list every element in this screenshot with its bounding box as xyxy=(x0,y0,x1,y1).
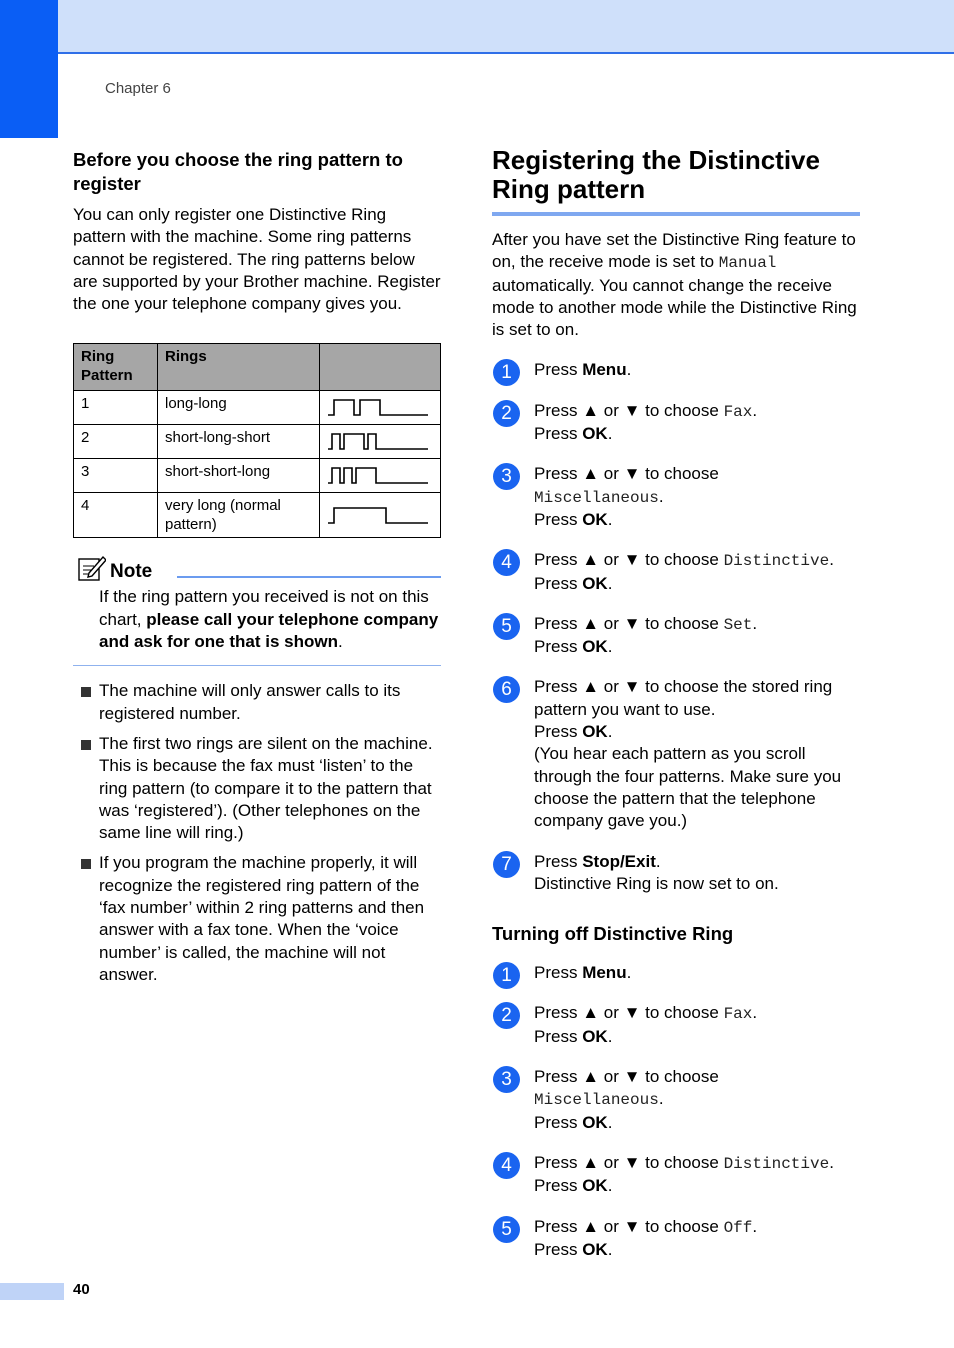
ring-waveform-very-long xyxy=(320,499,440,527)
step-text: Press xyxy=(534,360,583,380)
left-intro: You can only register one Distinctive Ring pattern with the machine. Some ring patterns cannot be registered. The ring patterns below are supported by your Brother machine. Register the one your telephone company gives you. xyxy=(73,205,441,314)
step-text: . xyxy=(655,851,661,871)
step-text: . xyxy=(752,1216,758,1236)
step-text: Press xyxy=(534,1239,583,1259)
menu-key-label: Menu xyxy=(582,360,627,380)
stop-exit-key-label: Stop/Exit xyxy=(582,851,656,871)
step-text: . xyxy=(752,613,758,633)
list-item-text: The machine will only answer calls to its registered number. xyxy=(99,681,401,723)
step-item xyxy=(492,962,860,987)
list-item xyxy=(73,680,441,725)
left-heading: Before you choose the ring pattern to register xyxy=(73,149,403,194)
step-text: . xyxy=(607,1112,613,1132)
table-row xyxy=(74,493,441,538)
rings-label: short-long-short xyxy=(158,425,320,459)
step-text: . xyxy=(626,963,632,983)
step-text: Press xyxy=(534,851,583,871)
list-item-text: The first two rings are silent on the machine. This is because the fax must ‘listen’ to the ring pattern (to compare it to the pattern that was ‘registered’). (Other telephones on the same line will ring.) xyxy=(99,733,433,843)
menu-key-label: Menu xyxy=(582,963,627,983)
step-text: ▲ or ▼ to choose xyxy=(582,1152,724,1172)
step-text: . xyxy=(607,1026,613,1046)
step-item xyxy=(492,400,860,446)
step-text: Press xyxy=(534,509,583,529)
column-header: Ring Pattern xyxy=(74,344,158,391)
ok-key-label: OK xyxy=(582,1112,608,1132)
note-text xyxy=(99,586,441,653)
rings-label: long-long xyxy=(158,391,320,425)
step-text: Press xyxy=(534,573,583,593)
step-text: . xyxy=(607,1176,613,1196)
step-text: . xyxy=(658,1089,664,1109)
step-text: ▲ or ▼ to choose xyxy=(582,613,724,633)
left-column xyxy=(73,148,441,994)
note-text-bold: please call your telephone company and ask for one that is shown xyxy=(99,609,439,652)
square-bullet-icon xyxy=(81,687,91,697)
step-item xyxy=(492,1216,860,1262)
step-text: . xyxy=(658,486,664,506)
bullet-list xyxy=(73,680,441,986)
ring-waveform-cell xyxy=(320,459,441,493)
list-item-text: If you program the machine properly, it will recognize the registered ring pattern of the ‘fax number’ within 2 ring patterns and then answer with a fax tone. When the ‘voice number’ is called, the machine will not answer. xyxy=(99,853,425,984)
step-item xyxy=(492,359,860,384)
step-text: ▲ or ▼ to choose xyxy=(582,1216,724,1236)
step-text: Press xyxy=(534,1026,583,1046)
table-header-row xyxy=(74,344,441,391)
step-number-icon: 5 xyxy=(493,613,520,640)
miscellaneous-menu-value: Miscellaneous xyxy=(534,1091,659,1110)
note-end-divider xyxy=(73,665,441,666)
step-number-icon: 7 xyxy=(493,851,520,878)
step-text: . xyxy=(607,722,613,742)
step-item xyxy=(492,613,860,659)
right-intro xyxy=(492,229,860,341)
column-header xyxy=(320,344,441,391)
step-number-icon: 1 xyxy=(493,962,520,989)
step-text: ▲ or ▼ to choose xyxy=(582,400,724,420)
step-text: Press xyxy=(534,1216,583,1236)
step-text: . xyxy=(607,573,613,593)
step-text: Press xyxy=(534,550,583,570)
note-header xyxy=(73,554,441,584)
step-text: Press xyxy=(534,464,583,484)
chapter-tab xyxy=(0,0,58,138)
intro-text: After you have set the Distinctive Ring feature to on, the receive mode is set to xyxy=(492,230,856,272)
step-number-icon: 5 xyxy=(493,1216,520,1243)
title-underline xyxy=(492,212,860,216)
note-text-part: If the ring pattern you received is not on this chart, xyxy=(99,587,429,629)
step-number-icon: 6 xyxy=(493,676,520,703)
step-text: Press xyxy=(534,400,583,420)
intro-text: automatically. You cannot change the receive mode to another mode while the Distinctive Ring is set to on. xyxy=(492,275,857,340)
pattern-number: 4 xyxy=(74,493,158,538)
column-header: Rings xyxy=(158,344,320,391)
list-item xyxy=(73,733,441,844)
step-text: Press xyxy=(534,722,583,742)
step-number-icon: 4 xyxy=(493,1152,520,1179)
step-text: Distinctive Ring is now set to on. xyxy=(534,873,779,893)
footer-bar xyxy=(0,1283,64,1300)
ok-key-label: OK xyxy=(582,1176,608,1196)
step-text: Press xyxy=(534,637,583,657)
pattern-number: 2 xyxy=(74,425,158,459)
off-menu-value: Off xyxy=(723,1218,753,1237)
step-number-icon: 1 xyxy=(493,359,520,386)
pattern-number: 1 xyxy=(74,391,158,425)
ring-pattern-table xyxy=(73,343,441,538)
ok-key-label: OK xyxy=(582,509,608,529)
fax-menu-value: Fax xyxy=(723,1005,753,1024)
ok-key-label: OK xyxy=(582,424,608,444)
step-text: Press xyxy=(534,677,583,697)
chapter-label: Chapter 6 xyxy=(105,80,171,97)
ring-waveform-short-long-short xyxy=(320,425,440,453)
step-item xyxy=(492,463,860,531)
ok-key-label: OK xyxy=(582,1026,608,1046)
step-text: Press xyxy=(534,1176,583,1196)
table-row xyxy=(74,391,441,425)
step-item xyxy=(492,1002,860,1048)
ring-waveform-short-short-long xyxy=(320,459,440,487)
step-number-icon: 4 xyxy=(493,549,520,576)
ok-key-label: OK xyxy=(582,637,608,657)
ok-key-label: OK xyxy=(582,1239,608,1259)
note-pencil-icon xyxy=(76,554,106,582)
step-text: Press xyxy=(534,1152,583,1172)
step-item xyxy=(492,1152,860,1198)
header-band xyxy=(0,0,954,54)
step-text: Press xyxy=(534,1067,583,1087)
right-column xyxy=(492,146,860,1261)
square-bullet-icon xyxy=(81,859,91,869)
ring-waveform-cell xyxy=(320,391,441,425)
ring-waveform-long-long xyxy=(320,391,440,419)
step-text: . xyxy=(607,637,613,657)
step-text: Press xyxy=(534,1112,583,1132)
step-item xyxy=(492,1066,860,1134)
list-item xyxy=(73,852,441,986)
ok-key-label: OK xyxy=(582,573,608,593)
rings-label: very long (normal pattern) xyxy=(158,493,320,538)
step-text: . xyxy=(607,1239,613,1259)
step-text: . xyxy=(752,1003,758,1023)
step-number-icon: 3 xyxy=(493,463,520,490)
table-row xyxy=(74,459,441,493)
step-text: . xyxy=(752,400,758,420)
step-text: (You hear each pattern as you scroll through the four patterns. Make sure you choose the pattern that the telephone company gave you.) xyxy=(534,744,842,831)
step-text: ▲ or ▼ to choose xyxy=(582,1003,724,1023)
step-item xyxy=(492,851,860,896)
rings-label: short-short-long xyxy=(158,459,320,493)
fax-menu-value: Fax xyxy=(723,402,753,421)
note-divider xyxy=(177,576,441,578)
step-item xyxy=(492,676,860,832)
set-menu-value: Set xyxy=(723,615,753,634)
ring-waveform-cell xyxy=(320,493,441,538)
miscellaneous-menu-value: Miscellaneous xyxy=(534,488,659,507)
step-text: . xyxy=(607,509,613,529)
step-text: . xyxy=(626,360,632,380)
step-text: ▲ or ▼ to choose xyxy=(582,1067,719,1087)
step-text: . xyxy=(829,1152,834,1172)
pattern-number: 3 xyxy=(74,459,158,493)
note-title: Note xyxy=(110,561,153,583)
step-number-icon: 2 xyxy=(493,400,520,427)
distinctive-menu-value: Distinctive xyxy=(723,552,830,571)
turn-off-heading: Turning off Distinctive Ring xyxy=(492,923,734,945)
step-text: ▲ or ▼ to choose the stored ring pattern you want to use. xyxy=(534,677,833,719)
page-number: 40 xyxy=(73,1281,90,1298)
step-text: Press xyxy=(534,1003,583,1023)
step-text: Press xyxy=(534,424,583,444)
square-bullet-icon xyxy=(81,740,91,750)
step-text: Press xyxy=(534,963,583,983)
step-text: ▲ or ▼ to choose xyxy=(582,464,719,484)
note-text-part: . xyxy=(337,632,343,652)
step-number-icon: 2 xyxy=(493,1002,520,1029)
step-number-icon: 3 xyxy=(493,1066,520,1093)
ring-waveform-cell xyxy=(320,425,441,459)
distinctive-menu-value: Distinctive xyxy=(723,1154,830,1173)
step-text: . xyxy=(829,550,834,570)
manual-mode-value: Manual xyxy=(718,254,777,273)
step-item xyxy=(492,549,860,595)
step-text: ▲ or ▼ to choose xyxy=(582,550,724,570)
step-text: Press xyxy=(534,613,583,633)
table-row xyxy=(74,425,441,459)
step-text: . xyxy=(607,424,613,444)
ok-key-label: OK xyxy=(582,722,608,742)
section-title: Registering the Distinctive Ring pattern xyxy=(492,145,820,204)
